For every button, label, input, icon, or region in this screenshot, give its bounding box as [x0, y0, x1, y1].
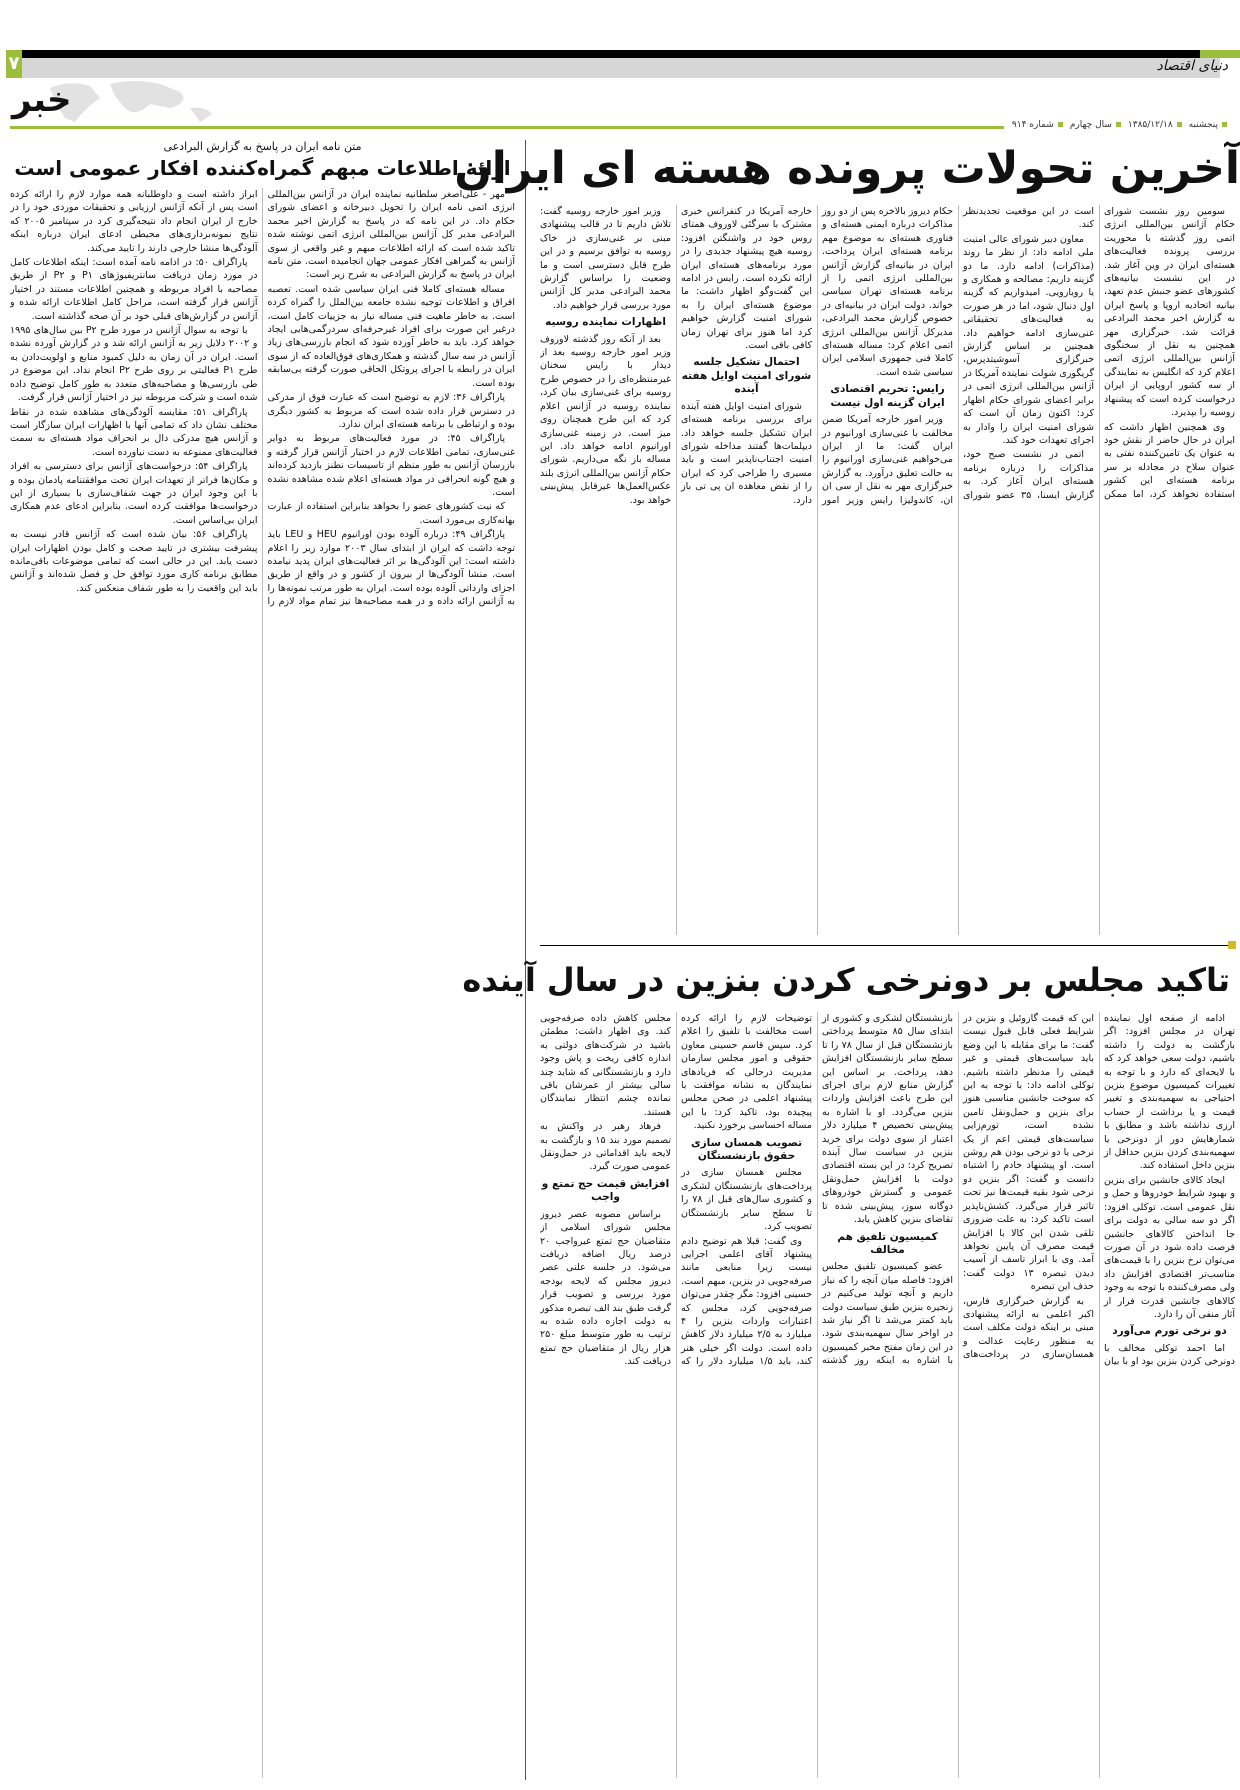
article-paragraph: عضو کمیسیون تلفیق مجلس افزود: فاصله میان آنچه را که نیاز داریم و آنچه تولید می‌کنیم در زنجیره بنزین طبق سیاست دولت باید کمتر می‌شد تا اگر نیاز شد در اواخر سال سهمیه‌بندی شود. در این زمان مفتح مخبر کمیسیون با اشاره به اینکه روز گذشته توضیحات لازم را ارائه کرده است مخالفت با تلفیق را اعلام کرد. سپس قاسم حسینی معاون حقوقی و امور مجلس سازمان مدیریت درحالی که فریادهای نمایندگان به نشانه موافقت با پیشنهاد اعلمی در صحن مجلس پیچیده بود، تاکید کرد: با این مساله احساسی برخورد نکنید.	[681, 1013, 953, 1367]
issue-number: شماره ۹۱۴	[1011, 120, 1054, 130]
article-subheading: احتمال تشکیل جلسه شورای امنیت اوایل هفته آینده	[681, 356, 812, 396]
section-rule	[10, 126, 1130, 129]
article-paragraph: پاراگراف ۳۶: لازم به توضیح است که عبارت فوق از مدرکی در دسترس قرار داده شده است که مربوط به کشور دیگری بوده و ارتباطی با برنامه هسته‌ای ایران ندارد.	[267, 392, 515, 430]
article-paragraph: پاراگراف ۴۹: درباره آلوده بودن اورانیوم HEU و LEU باید توجه داشت که ایران از ابتدای سال ۲۰۰۳ موارد زیر را اعلام داشته است: این آلودگی‌ها بر اثر فعالیت‌های ایران پدید نیامده است. منشا آلودگی‌ها از بیرون از کشور و در واقع از طریق اجزای وارداتی آلوده بوده است. ایران به طور مرتب نمونه‌ها را به آژانس ارائه داده و در همه مصاحبه‌ها نیز تمام مواد لازم را ابراز داشته است و داوطلبانه همه موارد لازم را ارائه کرده است پس از آنکه آژانس ارزیابی و تحقیقات موردی خود را در خارج از ایران انجام داد نتیجه‌گیری کرد در سپتامبر ۲۰۰۵ که نتایج نمونه‌برداری‌های محیطی ادعای ایران درباره اینکه آلودگی‌ها منشا خارجی دارند را تایید می‌کند.	[10, 189, 515, 608]
newspaper-logo: دنیای اقتصاد	[1156, 58, 1228, 74]
article-paragraph: وزیر امور خارجه آمریکا ضمن مخالفت با غنی‌سازی اورانیوم در ایران گفت: ما از ایران می‌خواهیم غنی‌سازی اورانیوم را به حالت تعلیق درآورد. به گزارش خبرگزاری مهر به نقل از سی ان ان، کاندولیزا رایس وزیر امور خارجه آمریکا در کنفرانس خبری مشترک با سرگئی لاوروف همتای روس خود در واشنگتن افزود: روسیه هیچ پیشنهاد جدیدی را در مورد برنامه‌های هسته‌ای ایران ارائه نکرده است. رایس در ادامه این گفت‌وگو اظهار داشت: ما موضوع هسته‌ای ایران را به شورای امنیت گزارش خواهیم کرد اما هنوز برای تهران زمان کافی باقی است.	[681, 206, 953, 506]
article-paragraph: معاون دبیر شورای عالی امنیت ملی ادامه داد: از نظر ما روند (مذاکرات) ادامه دارد. ما دو گزینه داریم: مصالحه و همکاری و یا رویارویی. امیدواریم که گزینه اول دنبال شود، اما در هر صورت به فعالیت‌های تحقیقاتی غنی‌سازی ادامه خواهیم داد. همچنین بر اساس گزارش خبرگزاری آسوشیتدپرس، گریگوری شولت نماینده آمریکا در آژانس بین‌المللی انرژی اتمی در برابر اعضای شورای حکام اظهار کرد: اکنون زمان آن است که شورای امنیت ایران را وادار به اجرای تعهدات خود کند.	[963, 233, 1094, 446]
article-subheading: اظهارات نماینده روسیه	[545, 316, 666, 329]
article-paragraph: شورای امنیت اوایل هفته آینده برای بررسی برنامه هسته‌ای ایران تشکیل جلسه خواهد داد. دیپلمات‌ها گفتند مداخله شورای امنیت اجتناب‌ناپذیر است و باید مسیری را طراحی کرد که ایران را از نقض معاهده ان پی تی باز دارد.	[681, 400, 812, 506]
left-article-kicker: متن نامه ایران در پاسخ به گزارش البرادعی	[163, 140, 362, 153]
separator-marker	[1228, 941, 1236, 949]
article-paragraph: فرهاد رهبر در واکنش به تصمیم مورد بند ۱۵ و بازگشت به لایحه باید اقداماتی در حمل‌ونقل عمومی صورت گیرد.	[540, 1121, 671, 1173]
article-paragraph: پاراگراف ۵۰: در ادامه نامه آمده است: اینکه اطلاعات کامل در مورد زمان دریافت سانتریفیوژهای P۱ و P۲ از طریق مصاحبه با افراد مربوطه و همچنین اطلاعات مستند در اختیار آژانس قرار گرفته است، مراحل کامل اطلاعات ارائه شده و آژانس در گزارش‌های قبلی خود بر آن صحه گذاشته است.	[10, 257, 258, 322]
date-value: ۱۳۸۵/۱۲/۱۸	[1127, 120, 1173, 130]
article-paragraph: اما احمد توکلی مخالف با دونرخی کردن بنزین بود او با بیان این که قیمت گازوئیل و بنزین در شرایط فعلی قابل قبول نیست گفت: ما برای مقابله با این وضع باید سیاست‌های قیمتی و غیر قیمتی را مدنظر داشته باشیم. توکلی ادامه داد: با توجه به این که سوخت جانشین مناسبی هنوز برای بنزین و حمل‌ونقل تامین نشده است، تورم‌زایی سیاست‌های قیمتی اعم از یک نرخی یا دو نرخی بودن هم روشن است. او پیشنهاد خادم را اشتباه دانست و گفت: اگر بنزین دو نرخی شود بقیه قیمت‌ها نیز تحت تاثیر قرار می‌گیرد. کشش‌ناپذیر است تاکید کرد: به علت ضروری تلقی شدن این کالا با افزایش قیمت مصرف آن پایین نخواهد آمد. وی با ابراز تاسف از آسیب دیدن تبصره ۱۳ دولت گفت: حذف این تبصره	[963, 1013, 1235, 1368]
bottom-article-body	[540, 1012, 1235, 1778]
article-subheading: افزایش قیمت حج تمتع و واجب	[541, 1177, 670, 1204]
article-paragraph: با توجه به سوال آژانس در مورد طرح P۲ بین سال‌های ۱۹۹۵ و ۲۰۰۲ دلایل زیر به آژانس ارائه شد و در گزارش آورده نشده است. ایران در آن زمان به دلیل کمبود منابع و اولویت‌دادن به طرح P۱ فعالیتی بر روی طرح P۲ انجام نداد. این موضوع در طی بازرسی‌ها و مصاحبه‌های متعدد به طور کامل توضیح داده شده است و شرکت مربوطه نیز در اختیار آژانس قرار گرفت.	[10, 325, 258, 404]
article-paragraph: مجلس همسان سازی در پرداخت‌های بازنشستگان لشکری و کشوری سال‌های قبل از ۷۸ را تا سطح سایر بازنشستگان تصویب کرد.	[681, 1167, 812, 1233]
article-subheading: دو نرخی تورم می‌آورد	[1112, 1325, 1227, 1338]
article-paragraph: وی همچنین اظهار داشت که ایران در حال حاضر از نقش خود به عنوان یک تامین‌کننده نفتی به عنوان سلاح در مجادله بر سر برنامه هسته‌ای این کشور استفاده نخواهد کرد، اما ممکن است در این موقعیت تجدیدنظر کند.	[963, 206, 1235, 500]
left-article-body	[10, 188, 515, 1778]
article-paragraph: سومین روز نشست شورای حکام آژانس بین‌المللی انرژی اتمی روز گذشته با محوریت بررسی پرونده فعالیت‌های هسته‌ای ایران در وین آغاز شد. در این نشست بیانیه‌های کشورهای عضو جنبش عدم تعهد، بیانیه اتحادیه اروپا و پاسخ ایران به گزارش اخیر محمد البرادعی قرائت شد. خبرگزاری مهر همچنین به نقل از سخنگوی آژانس بین‌المللی انرژی اتمی اعلام کرد که انگلیس به نمایندگی از سه کشور اروپایی از ایران درخواست کرده است که پیشنهاد روسیه را بپذیرد.	[1104, 206, 1235, 419]
article-paragraph: که نیت کشورهای عضو را بخواهد بنابراین استفاده از عبارت بهانه‌کاری بی‌مورد است.	[267, 501, 515, 526]
article-paragraph: بعد از آنکه روز گذشته لاوروف وزیر امور خارجه روسیه بعد از دیدار با رایس سخنان غیرمنتظره‌ای را در خصوص طرح روسیه برای غنی‌سازی بیان کرد، نماینده روسیه در آژانس اعلام کرد که این طرح همچنان روی میز است. در زمینه غنی‌سازی اورانیوم ادامه خواهد داد. این مساله باز نگه می‌داریم. شورای حکام آژانس بین‌المللی انرژی بلند عکس‌العمل‌ها غیرقابل پیش‌بینی خواهد بود.	[540, 333, 671, 506]
article-paragraph: مساله هسته‌ای کاملا فنی ایران سیاسی شده است. تعصبه افراق و اطلاعات توجیه نشده جامعه بین‌الملل را گمراه کرده است. به خاطر ماهیت فنی مساله نیاز به جزییات کامل است، درغیر این صورت برای افراد غیرحرفه‌ای سردرگمی‌هایی ایجاد خواهد کرد. باید به خاطر آورده شود که انجام بازرسی‌های زیاد آژانس در سه سال گذشته و همکاری‌های فوق‌العاده که از سوی ایران در رابطه با اجرای پروتکل الحاقی صورت گرفته بی‌سابقه بوده است.	[267, 283, 515, 389]
article-subheading: رایس: تحریم اقتصادی ایران گزینه اول نیست	[830, 383, 945, 409]
article-paragraph: پاراگراف ۵۴: درخواست‌های آژانس برای دسترسی به افراد و مکان‌ها فراتر از تعهدات ایران تحت موافقتنامه پادمان بوده و با این وجود ایران در جهت شفاف‌سازی با بسیاری از این درخواست‌ها موافقت کرده است. بنابراین ادعای عدم همکاری ایران بی‌اساس است.	[10, 461, 258, 526]
left-article-headline: ارائه اطلاعات مبهم گمراه‌کننده افکار عمومی است	[14, 156, 511, 180]
article-paragraph: مهر - علی‌اصغر سلطانیه نماینده ایران در آژانس بین‌المللی انرژی اتمی نامه ایران را تحویل دبیرخانه و اعضای شورای حکام داد. در این نامه که در پاسخ به گزارش اخیر محمد البرادعی مدیر کل آژانس بین‌المللی انرژی اتمی نوشته شده تاکید شده است که ارائه اطلاعات مبهم و غیر واقعی از سوی آژانس به گمراهی افکار عمومی جهان انجامیده است. متن نامه ایران در پاسخ به گزارش البرادعی به شرح زیر است:	[267, 189, 515, 281]
masthead-bar	[22, 50, 1220, 58]
article-paragraph: اتمی در نشست صبح خود، مذاکرات را درباره برنامه هسته‌ای ایران آغاز کرد. به گزارش ایسنا، ۳۵ عضو شورای حکام دیروز بالاخره پس از دو روز مذاکرات درباره ایمنی هسته‌ای و فناوری هسته‌ای به موضوع مهم برنامه هسته‌ای ایران پرداخت. ایران در بیانیه‌ای گزارش آژانس بین‌المللی انرژی اتمی را از برنامه هسته‌ای تهران سیاسی خواند. دولت ایران در بیانیه‌ای در خصوص گزارش محمد البرادعی، مدیرکل آژانس بین‌المللی انرژی اتمی اعلام کرد: مساله هسته‌ای کاملا فنی جمهوری اسلامی ایران سیاسی شده است.	[822, 206, 1095, 501]
section-title: خبر	[12, 80, 72, 120]
article-paragraph: وزیر امور خارجه روسیه گفت: تلاش داریم تا در قالب پیشنهادی مبنی بر غنی‌سازی در خاک روسیه به توافق برسیم و در این طرح قابل دسترسی است و ما وضعیت را براساس گزارش محمد البرادعی مدیر کل آژانس مورد بررسی قرار خواهیم داد.	[540, 206, 671, 311]
article-subheading: کمیسیون تلفیق هم مخالف	[837, 1230, 938, 1256]
article-paragraph: ادامه از صفحه اول نماینده تهران در مجلس افزود: اگر بازگشت به دولت را داشته باشیم، دولت سعی خواهد کرد که با لایحه‌ای که دارد و با توجه به تغییرات کمیسیون موضوع بنزین احتیاجی به سهمیه‌بندی و تغییر قیمت و یا برداشت از حساب ارزی نداشته باشد و مطابق با شمارهایش دور از دونرخی یا سهمیه‌بندی کردن بنزین حداقل از بنزین داخل استفاده کند.	[1104, 1013, 1235, 1172]
article-paragraph: پاراگراف ۵۱: مقایسه آلودگی‌های مشاهده شده در نقاط مختلف نشان داد که تمامی آنها با اظهارات ایران سازگار است و آژانس هیچ مدرکی دال بر انحراف مواد هسته‌ای به سمت فعالیت‌های ممنوعه به دست نیاورده است.	[10, 406, 258, 458]
masthead-band	[22, 58, 1220, 78]
article-subheading: تصویب همسان سازی حقوق بازنشستگان	[690, 1136, 803, 1163]
article-paragraph: براساس مصوبه عصر دیروز مجلس شورای اسلامی از متقاضیان حج تمتع غیرواجب ۲۰ درصد ریال اضافه دریافت می‌شود. در جلسه علنی عصر دیروز مجلس که لایحه بودجه مورد بررسی و تصویب قرار گرفت طبق بند الف تبصره مذکور به دولت اجازه داده شده به ترتیب به طور متوسط مبلغ ۲۵۰ هزار ریال از متقاضیان حج تمتع دریافت کند.	[540, 1208, 671, 1368]
article-separator	[540, 945, 1230, 946]
article-paragraph: به گزارش خبرگزاری فارس، اکبر اعلمی به ارائه پیشنهادی مبنی بر اینکه دولت مکلف است به منظور رعایت عدالت و همسان‌سازی در پرداخت‌های بازنشستگان لشکری و کشوری از ابتدای سال ۸۵ متوسط پرداختی بازنشستگان قبل از سال ۷۸ را تا سطح سایر بازنشستگان افزایش دهد، پرداخت. بر اساس این گزارش منابع لازم برای اجرای این طرح باعث افزایش واردات بنزین می‌گردد. او با اشاره به پیش‌بینی تخصیص ۴ میلیارد دلار اعتبار از سوی دولت برای خرید بنزین در سیاست سال آینده تصریح کرد: در این بسته اقتصادی دولت با افزایش حمل‌ونقل عمومی و گسترش خودروهای دوگانه سوز، پیش‌بینی شده تا تقاضای بنزین کاهش یابد.	[822, 1013, 1094, 1361]
article-paragraph: ایجاد کالای جانشین برای بنزین و بهبود شرایط خودروها و حمل و نقل عمومی است. توکلی افزود: اگر دو سه سالی به دولت برای جا انداختن کالاهای جانشین فرصت داده شود در آن صورت می‌توان نرخ بنزین را با قیمت‌های مناسب‌تر اقتصادی افزایش داد ولی مصرف‌کننده با توجه به وجود کالاهای جانشین قدرت فرار از آثار منفی آن را دارد.	[1104, 1174, 1235, 1320]
article-paragraph: پاراگراف ۵۶: بیان شده است که آژانس قادر نیست به پیشرفت بیشتری در تایید صحت و کامل بودن اظهارات ایران دست یابد. این در حالی است که تمامی موضوعات باقی‌مانده مطابق برنامه کاری مورد توافق حل و فصل شده‌اند و آژانس باید این واقعیت را به طور شفاف منعکس کند.	[10, 529, 258, 594]
dateline	[1004, 120, 1230, 130]
article-paragraph: پاراگراف ۴۵: در مورد فعالیت‌های مربوط به دوایر غنی‌سازی، تمامی اطلاعات لازم در اختیار آژانس قرار گرفته و بازرسان آژانس به طور منظم از تاسیسات نطنز بازدید کرده‌اند و هیچ گونه انحرافی در مواد هسته‌ای اعلام شده مشاهده نشده است.	[267, 433, 515, 498]
date-year: سال چهارم	[1069, 120, 1112, 130]
bottom-article-headline: تاکید مجلس بر دونرخی کردن بنزین در سال آینده	[462, 961, 1230, 999]
logo-tab	[1200, 50, 1240, 58]
article-paragraph: وی گفت: قبلا هم توضیح دادم پیشنهاد آقای اعلمی اجرایی نیست زیرا منابعی مانند صرفه‌جویی در بنزین، مبهم است. حسینی افزود: مگر چقدر می‌توان صرفه‌جویی کرد، مجلس که اعتبارات واردات بنزین را ۴ میلیارد به ۲/۵ میلیارد دلار کاهش داده است. دولت اگر خیلی هنر کند، باید ۱/۵ میلیارد دلار را که مجلس کاهش داده صرفه‌جویی کند. وی اظهار داشت: مطمئن باشید در شرکت‌های دولتی به اندازه کافی ریخت و پاش وجود دارد و بازنشستگانی که شاید چند سالی بیشتر از عمرشان باقی نمانده چشم انتظار نمایندگان هستند.	[540, 1013, 812, 1368]
page-number: ۷	[6, 50, 22, 78]
top-article-body	[540, 205, 1235, 935]
date-day: پنجشنبه	[1188, 120, 1218, 130]
top-article-headline: آخرین تحولات پرونده هسته ای ایران	[454, 143, 1240, 194]
